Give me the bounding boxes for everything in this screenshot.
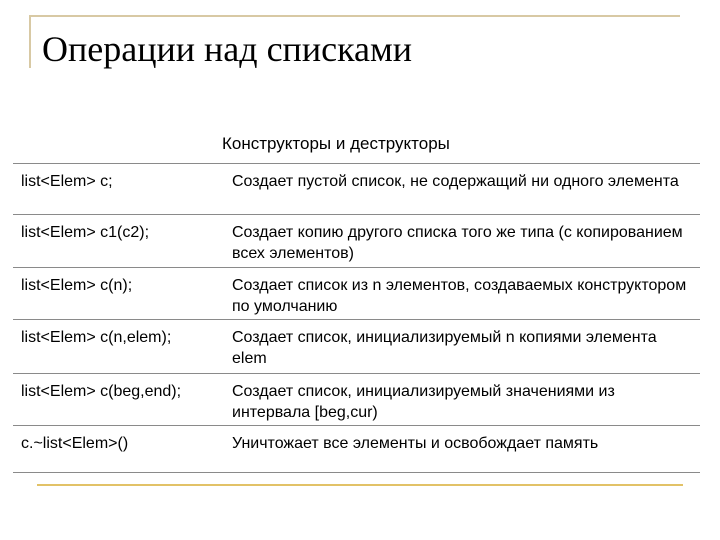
description-cell: Уничтожает все элементы и освобождает память: [232, 435, 599, 452]
code-cell: list<Elem> c1(c2);: [21, 224, 150, 241]
description-cell: Создает список, инициализируемый значениями из интервала [beg,cur): [232, 383, 615, 421]
decorative-line-left: [29, 15, 31, 68]
description-cell: Создает пустой список, не содержащий ни одного элемента: [232, 173, 679, 190]
table-row: [13, 426, 700, 473]
description-cell: Создает копию другого списка того же типа (с копированием всех элементов): [232, 224, 683, 262]
table-row: [13, 268, 700, 320]
table-row: [13, 320, 700, 374]
description-cell: Создает список, инициализируемый n копиями элемента elem: [232, 329, 657, 367]
table-row: [13, 374, 700, 426]
code-cell: list<Elem> c;: [21, 173, 113, 190]
decorative-line-top: [29, 15, 680, 17]
table-row: [13, 215, 700, 268]
code-cell: c.~list<Elem>(): [21, 435, 129, 452]
description-cell: Создает список из n элементов, создаваемых конструктором по умолчанию: [232, 277, 687, 315]
constructors-table: [13, 163, 700, 473]
code-cell: list<Elem> c(beg,end);: [21, 383, 182, 400]
slide-title: Операции над списками: [42, 29, 413, 69]
code-cell: list<Elem> c(n,elem);: [21, 329, 172, 346]
code-cell: list<Elem> c(n);: [21, 277, 133, 294]
decorative-line-bottom: [37, 484, 683, 486]
table-caption: Конструкторы и деструкторы: [222, 134, 450, 153]
table-row: [13, 164, 700, 215]
